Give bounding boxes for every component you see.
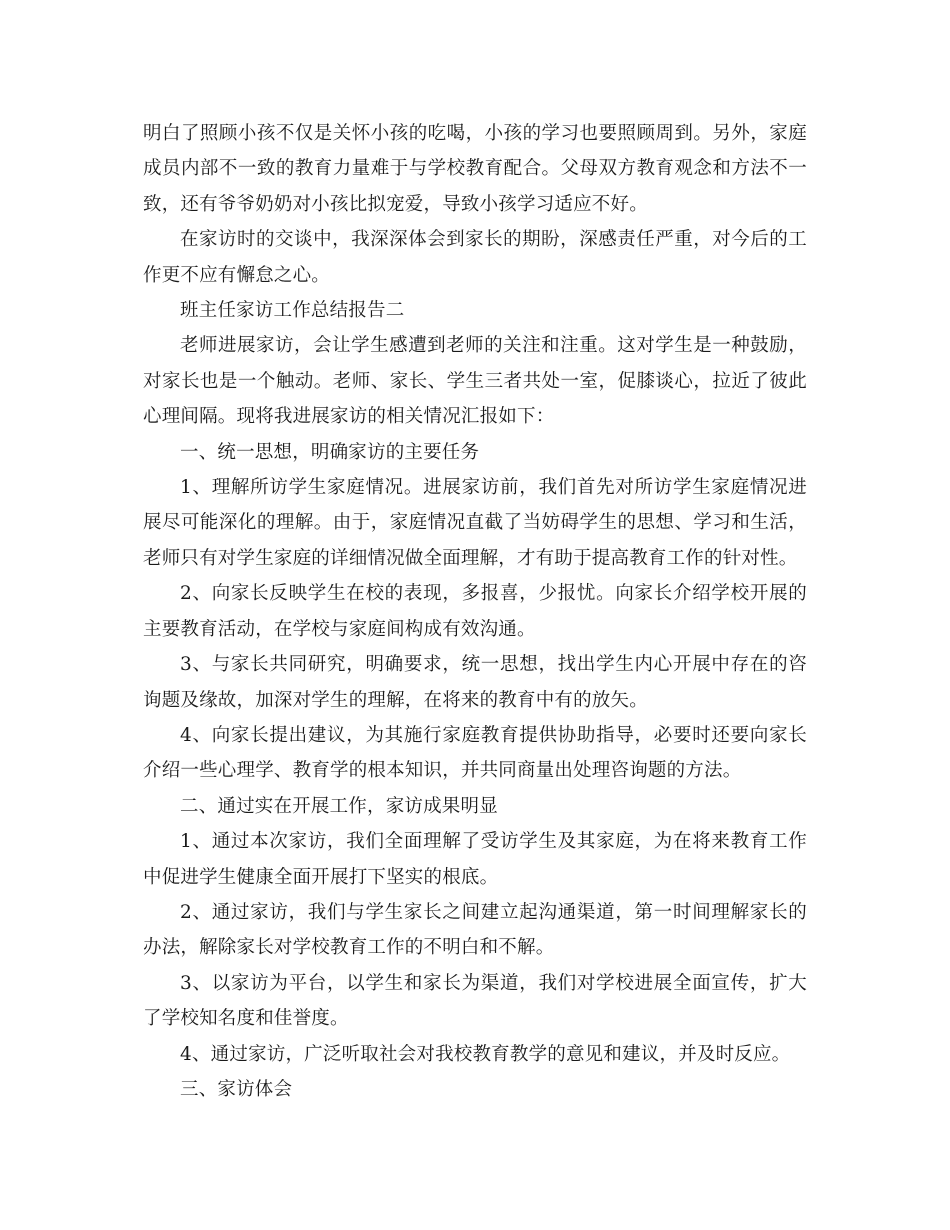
list-item: 4、向家长提出建议，为其施行家庭教育提供协助指导，必要时还要向家长介绍一些心理学、教育学的根本知识，并共同商量出处理咨询题的方法。 (143, 724, 807, 782)
section-heading: 二、通过实在开展工作，家访成果明显 (180, 795, 498, 817)
list-item: 1、理解所访学生家庭情况。进展家访前，我们首先对所访学生家庭情况进展尽可能深化的理解。由于，家庭情况直截了当妨碍学生的思想、学习和生活，老师只有对学生家庭的详细情况做全面理解，才有助于提高教育工作的针对性。 (143, 477, 807, 569)
list-item: 1、通过本次家访，我们全面理解了受访学生及其家庭，为在将来教育工作中促进学生健康全面开展打下坚实的根底。 (143, 831, 807, 888)
section-heading: 一、统一思想，明确家访的主要任务 (180, 441, 480, 463)
list-item: 2、向家长反映学生在校的表现，多报喜，少报忧。向家长介绍学校开展的主要教育活动，在学校与家庭间构成有效沟通。 (143, 583, 807, 640)
list-item: 2、通过家访，我们与学生家长之间建立起沟通渠道，第一时间理解家长的办法，解除家长对学校教育工作的不明白和不解。 (143, 901, 807, 959)
paragraph: 老师进展家访，会让学生感遭到老师的关注和注重。这对学生是一种鼓励，对家长也是一个触动。老师、家长、学生三者共处一室，促膝谈心，拉近了彼此心理间隔。现将我进展家访的相关情况汇报如下： (143, 335, 807, 428)
paragraph: 在家访时的交谈中，我深深体会到家长的期盼，深感责任严重，对今后的工作更不应有懈怠之心。 (143, 229, 807, 286)
list-item: 3、与家长共同研究，明确要求，统一思想，找出学生内心开展中存在的咨询题及缘故，加深对学生的理解，在将来的教育中有的放矢。 (143, 654, 807, 711)
list-item: 3、以家访为平台，以学生和家长为渠道，我们对学校进展全面宣传，扩大了学校知名度和佳誉度。 (143, 972, 807, 1030)
section-heading: 三、家访体会 (180, 1078, 293, 1100)
section-title: 班主任家访工作总结报告二 (180, 300, 405, 322)
document-body (143, 116, 807, 1107)
paragraph-continuation: 明白了照顾小孩不仅是关怀小孩的吃喝，小孩的学习也要照顾周到。另外，家庭成员内部不一致的教育力量难于与学校教育配合。父母双方教育观念和方法不一致，还有爷爷奶奶对小孩比拟宠爱，导致小孩学习适应不好。 (143, 123, 807, 215)
list-item: 4、通过家访，广泛听取社会对我校教育教学的意见和建议，并及时反应。 (180, 1043, 791, 1065)
